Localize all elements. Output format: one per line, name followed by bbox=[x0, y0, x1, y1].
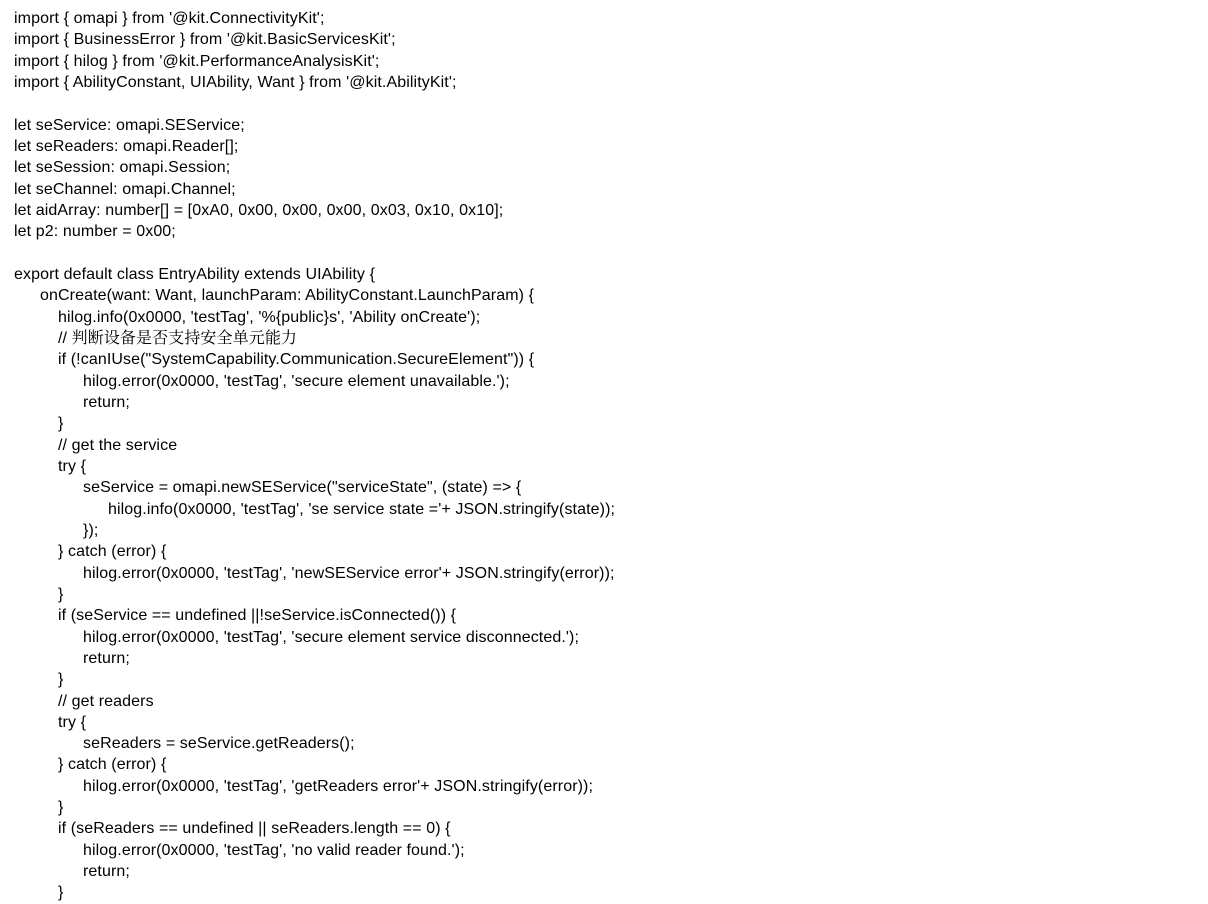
code-line: let p2: number = 0x00; bbox=[14, 223, 176, 241]
code-line: import { AbilityConstant, UIAbility, Want } from '@kit.AbilityKit'; bbox=[14, 73, 457, 91]
code-line: } bbox=[58, 671, 64, 689]
code-line: } bbox=[58, 415, 64, 433]
code-line: let seReaders: omapi.Reader[]; bbox=[14, 137, 239, 155]
code-line: return; bbox=[83, 863, 130, 881]
code-line: try { bbox=[58, 713, 87, 731]
code-line: let seChannel: omapi.Channel; bbox=[14, 180, 236, 198]
code-line: hilog.error(0x0000, 'testTag', 'newSEService error'+ JSON.stringify(error)); bbox=[83, 564, 615, 582]
code-line bbox=[14, 243, 1198, 264]
code-line: hilog.info(0x0000, 'testTag', 'se service state ='+ JSON.stringify(state)); bbox=[108, 500, 616, 518]
code-line: import { BusinessError } from '@kit.BasicServicesKit'; bbox=[14, 31, 396, 49]
code-line: try { bbox=[58, 457, 87, 475]
code-line: onCreate(want: Want, launchParam: AbilityConstant.LaunchParam) { bbox=[40, 287, 535, 305]
code-line: if (!canIUse("SystemCapability.Communication.SecureElement")) { bbox=[58, 351, 535, 369]
code-line: // get readers bbox=[58, 692, 154, 710]
code-line: if (seReaders == undefined || seReaders.length == 0) { bbox=[58, 820, 451, 838]
code-line: seReaders = seService.getReaders(); bbox=[83, 735, 355, 753]
code-line: export default class EntryAbility extends UIAbility { bbox=[14, 265, 376, 283]
code-line: // 判断设备是否支持安全单元能力 bbox=[58, 329, 298, 347]
code-line: hilog.error(0x0000, 'testTag', 'getReaders error'+ JSON.stringify(error)); bbox=[83, 777, 594, 795]
code-line: import { omapi } from '@kit.ConnectivityKit'; bbox=[14, 10, 325, 27]
code-line: hilog.error(0x0000, 'testTag', 'no valid reader found.'); bbox=[83, 841, 465, 859]
code-line: hilog.info(0x0000, 'testTag', '%{public}s', 'Ability onCreate'); bbox=[58, 308, 481, 326]
code-line: if (seService == undefined ||!seService.isConnected()) { bbox=[58, 607, 457, 625]
code-line: return; bbox=[83, 393, 130, 411]
code-line bbox=[14, 93, 1198, 114]
code-line: let seService: omapi.SEService; bbox=[14, 116, 245, 134]
code-line: }); bbox=[83, 521, 99, 539]
code-line: import { hilog } from '@kit.PerformanceAnalysisKit'; bbox=[14, 52, 380, 70]
code-line: seService = omapi.newSEService("serviceState", (state) => { bbox=[83, 479, 522, 497]
code-line: // get the service bbox=[58, 436, 178, 454]
code-line: return; bbox=[83, 649, 130, 667]
code-line: } catch (error) { bbox=[58, 543, 167, 561]
code-line: let aidArray: number[] = [0xA0, 0x00, 0x00, 0x00, 0x03, 0x10, 0x10]; bbox=[14, 201, 504, 219]
code-line: } bbox=[58, 884, 64, 902]
code-line: } catch (error) { bbox=[58, 756, 167, 774]
code-line: hilog.error(0x0000, 'testTag', 'secure element service disconnected.'); bbox=[83, 628, 580, 646]
code-line: } bbox=[58, 585, 64, 603]
code-line: let seSession: omapi.Session; bbox=[14, 159, 231, 177]
code-line: } bbox=[58, 799, 64, 817]
code-line: hilog.error(0x0000, 'testTag', 'secure element unavailable.'); bbox=[83, 372, 510, 390]
